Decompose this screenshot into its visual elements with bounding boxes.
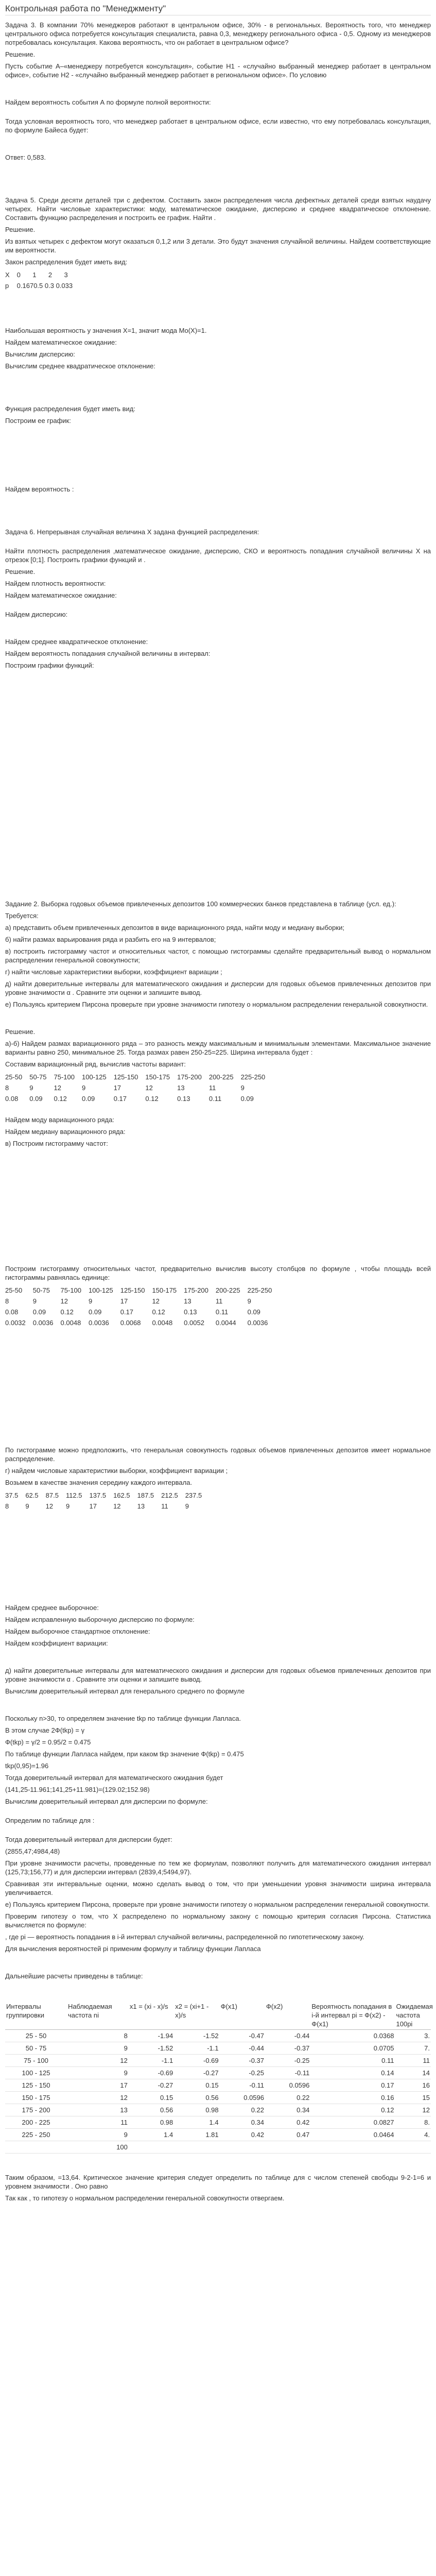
task6-density: Найдем плотность вероятности: (5, 580, 106, 587)
column-header: x1 = (xi - x)/s (129, 2001, 174, 2030)
table-cell: 9 (185, 1502, 189, 1510)
table-cell: 0.0705 (310, 2042, 395, 2055)
table-cell: 0.0596 (220, 2092, 265, 2104)
task2-item: г) найти числовые характеристики выборки, коэффициент вариации ; (5, 968, 222, 976)
table-cell: 0.12 (310, 2104, 395, 2116)
table-cell: 25-50 (5, 1286, 23, 1294)
table-cell: 12 (67, 2055, 129, 2067)
table-cell: -0.27 (129, 2079, 174, 2092)
table-cell: 17 (67, 2079, 129, 2092)
table-cell: 0.42 (220, 2129, 265, 2141)
task2-item: б) найти размах варьирования ряда и разбить его на 9 интервалов; (5, 936, 216, 943)
task2-d4: В этом случае 2Ф(tkp) = γ (5, 1726, 85, 1734)
table-cell: 150-175 (152, 1286, 177, 1294)
table-cell (265, 2141, 310, 2154)
task2-item: е) Пользуясь критерием Пирсона проверьте при уровне значимости гипотезу о нормальном распределении генеральной совокупности. (5, 1001, 428, 1008)
table-cell: 150-175 (145, 1073, 170, 1081)
task2-d15: Сравнивая эти интервальные оценки, можно сделать вывод о том, что при уменьшении уровня значимости ширина интервала увеличивается. (5, 1880, 431, 1896)
task6-mean: Найдем математическое ожидание: (5, 591, 117, 599)
table-cell: 0.16 (310, 2092, 395, 2104)
task2-median: Найдем медиану вариационного ряда: (5, 1128, 126, 1136)
table-row (5, 2092, 431, 2104)
table-cell: 12 (152, 1297, 160, 1305)
table-cell: 50 - 75 (5, 2042, 67, 2055)
table-cell: 0.56 (174, 2092, 219, 2104)
table-cell: 13 (137, 1502, 145, 1510)
table-cell: 0.0068 (120, 1319, 141, 1327)
table-row (5, 1490, 209, 1501)
table-cell: -1.94 (129, 2030, 174, 2042)
table-cell: 9 (32, 1297, 37, 1305)
table-cell: 150 - 175 (5, 2092, 67, 2104)
task5-text: Задача 5. Среди десяти деталей три с дефектом. Составить закон распределения числа дефектных деталей среди взятых наудачу четырех. Найти числовые характеристики: моду, математическое ожидание, дисперсию и среднее квадратическое отклонение. Составить функцию распределения и построить ее график. Найти . (5, 196, 431, 222)
table-cell: 9 (247, 1297, 251, 1305)
task6-line1: Найти плотность распределения ,математическое ожидание, дисперсию, СКО и вероятность попадания случайной величины X на отрезок [0;1]. Построить графики функций и . (5, 547, 431, 564)
table-row (5, 1093, 272, 1104)
table-cell: 0.14 (310, 2067, 395, 2079)
table-cell (5, 2141, 67, 2154)
task2-g-midpoints: Возьмем в качестве значения середину каждого интервала. (5, 1479, 193, 1486)
task5-line2: Закон распределения будет иметь вид: (5, 258, 128, 266)
dist-x-cell: 3 (64, 271, 68, 279)
task2-item: в) построить гистограмму частот и относительных частот, с помощью гистограммы сделайте предварительный вывод о нормальном распределении генеральной совокупности; (5, 947, 431, 964)
task6-variance: Найдем дисперсию: (5, 611, 68, 618)
table-cell: 9 (89, 1297, 93, 1305)
task2-e3: , где pi — вероятность попадания в i-й интервал случайной величины, распределенной по гипотетическому закону. (5, 1933, 364, 1941)
table-cell: 0.09 (29, 1095, 43, 1103)
table-cell: 0.0596 (265, 2079, 310, 2092)
table-row (5, 1317, 279, 1328)
task-3 (5, 21, 431, 162)
table-cell: 14 (395, 2067, 431, 2079)
table-row (5, 1501, 209, 1512)
table-cell: 200-225 (215, 1286, 240, 1294)
task2-e2: Проверим гипотезу о том, что X распределено по нормальному закону с помощью критерия согласия Пирсона. Статистика вычисляется по формуле: (5, 1912, 431, 1929)
task5-probability: Найдем вероятность : (5, 485, 74, 493)
table-cell: 7. (395, 2042, 431, 2055)
task2-frequency-table (5, 1072, 272, 1104)
table-cell: 162.5 (113, 1492, 130, 1499)
task2-d3: Поскольку n>30, то определяем значение tkp по таблице функции Лапласа. (5, 1715, 241, 1722)
table-cell: -0.44 (265, 2030, 310, 2042)
table-cell: 11 (395, 2055, 431, 2067)
table-cell: 8 (5, 1297, 9, 1305)
table-cell: 0.0048 (60, 1319, 81, 1327)
task2-d9: (141,25-11.961;141,25+11.981)=(129.02;152.98) (5, 1786, 150, 1793)
task2-item: д) найти доверительные интервалы для математического ожидания и дисперсии для годовых объемов привлеченных депозитов при уровне значимости α . Сравните эти оценки и запишите вывод. (5, 980, 431, 996)
table-cell: 0.12 (152, 1308, 165, 1316)
table-cell: 9 (65, 1502, 70, 1510)
column-header: x2 = (xi+1 - x)/s (174, 2001, 219, 2030)
table-cell: 12 (67, 2092, 129, 2104)
table-cell (129, 2141, 174, 2154)
task2-range: а)-б) Найдем размах вариационного ряда – это разность между максимальным и минимальным элементами. Максимальное значение варианты равно 250, минимальное 25. Тогда размах равен 250-25=225. Ширина интервала будет : (5, 1040, 431, 1056)
table-cell: 100 (67, 2141, 129, 2154)
table-cell: 125-150 (120, 1286, 145, 1294)
table-row (5, 2067, 431, 2079)
table-cell: 0.15 (174, 2079, 219, 2092)
task-6 (5, 528, 431, 670)
table-cell: 0.47 (265, 2129, 310, 2141)
table-cell: 0.12 (60, 1308, 74, 1316)
table-cell: -0.47 (220, 2030, 265, 2042)
table-cell: 0.08 (5, 1095, 19, 1103)
table-cell: 11 (161, 1502, 168, 1510)
dist-x-cell: 2 (48, 271, 53, 279)
task6-solution-label: Решение. (5, 568, 36, 575)
task3-full-probability: Найдем вероятность события А по формуле полной вероятности: (5, 98, 211, 106)
table-row (5, 2141, 431, 2154)
page-title: Контрольная работа по "Менеджменту" (5, 4, 431, 15)
task2-d2: Вычислим доверительный интервал для генерального среднего по формуле (5, 1687, 245, 1695)
table-row (5, 2030, 431, 2042)
table-cell: 0.22 (220, 2104, 265, 2116)
table-cell: 200-225 (208, 1073, 234, 1081)
task2-d13: (2855,47;4984,48) (5, 1848, 60, 1855)
task5-distribution-table (5, 269, 80, 291)
table-cell: -1.52 (129, 2042, 174, 2055)
table-header-row (5, 2001, 431, 2030)
table-cell: 9 (25, 1502, 29, 1510)
column-header: Интервалы группировки (5, 2001, 67, 2030)
table-cell: -0.69 (129, 2067, 174, 2079)
table-cell: 12 (54, 1084, 61, 1092)
table-cell: -1.1 (174, 2042, 219, 2055)
table-cell: -0.37 (265, 2042, 310, 2055)
table-cell: 8 (5, 1084, 9, 1092)
table-cell: 0.12 (145, 1095, 159, 1103)
task2-e5: Дальнейшие расчеты приведены в таблице: (5, 1972, 143, 1980)
table-cell: 9 (67, 2129, 129, 2141)
task2-d1: д) найти доверительные интервалы для математического ожидания и дисперсии для годовых объемов привлеченных депозитов при уровне значимости α . Сравните эти оценки и запишите вывод. (5, 1667, 431, 1683)
table-cell: 0.56 (129, 2104, 174, 2116)
task3-solution-label: Решение. (5, 50, 36, 58)
table-cell: 17 (113, 1084, 121, 1092)
task2-d8: Тогда доверительный интервал для математического ожидания будет (5, 1774, 223, 1782)
table-row (5, 1082, 272, 1093)
table-cell: 4. (395, 2129, 431, 2141)
table-cell: 11 (215, 1297, 223, 1305)
task5-mean: Найдем математическое ожидание: (5, 338, 117, 346)
table-cell: 100-125 (89, 1286, 113, 1294)
table-cell: 0.42 (265, 2116, 310, 2129)
table-cell: 8. (395, 2116, 431, 2129)
table-cell (310, 2141, 395, 2154)
table-cell: 0.09 (89, 1308, 102, 1316)
table-cell: 8 (5, 1502, 9, 1510)
task2-f1: Таким образом, =13,64. Критическое значение критерия следует определить по таблице для с числом степеней свободы 9-2-1=6 и уровнем значимости . Оно равно (5, 2174, 431, 2190)
table-cell: 125-150 (113, 1073, 138, 1081)
table-cell: -1.1 (129, 2055, 174, 2067)
table-cell: 175 - 200 (5, 2104, 67, 2116)
table-cell: 12 (395, 2104, 431, 2116)
table-cell: 0.0048 (152, 1319, 173, 1327)
table-cell: 0.11 (310, 2055, 395, 2067)
column-header: Ожидаемая частота 100pi (395, 2001, 431, 2030)
table-cell: -1.52 (174, 2030, 219, 2042)
column-header: Вероятность попадания в i-й интервал pi = Ф(x2) - Ф(x1) (310, 2001, 395, 2030)
table-cell: -0.11 (265, 2067, 310, 2079)
task2-histogram: в) Построим гистограмму частот: (5, 1140, 108, 1147)
task2-e4: Для вычисления вероятностей pi применим формулу и таблицу функции Лапласа (5, 1945, 261, 1953)
table-cell: 3. (395, 2030, 431, 2042)
dist-p-cell: 0.1670.5 0.3 0.033 (16, 282, 73, 290)
table-cell: 17 (120, 1297, 128, 1305)
task5-line1: Из взятых четырех с дефектом могут оказаться 0,1,2 или 3 детали. Это будут значения случайной величины. Найдем соответствующие им вероятности. (5, 238, 431, 254)
table-cell: 16 (395, 2079, 431, 2092)
table-cell: 225 - 250 (5, 2129, 67, 2141)
table-cell: 9 (67, 2042, 129, 2055)
task6-sd: Найдем среднее квадратическое отклонение: (5, 638, 148, 646)
task2-d5: Ф(tkp) = γ/2 = 0.95/2 = 0.475 (5, 1738, 91, 1746)
column-header: Наблюдаемая частота ni (67, 2001, 129, 2030)
task2-required: Требуется: (5, 912, 39, 920)
table-cell: 0.17 (113, 1095, 127, 1103)
task2-d14: При уровне значимости расчеты, проведенные по тем же формулам, позволяют получить для математического ожидания интервал (125,73;156,77) и для дисперсии интервал (2839,4;5494,97). (5, 1859, 431, 1876)
task2-density-histogram: Построим гистограмму относительных частот, предварительно вычислив высоту столбцов по формуле , чтобы площадь всей гистограммы равнялась единице: (5, 1265, 431, 1281)
table-cell: -0.25 (265, 2055, 310, 2067)
table-cell: -0.44 (220, 2042, 265, 2055)
table-cell: 0.15 (129, 2092, 174, 2104)
task2-d11: Определим по таблице для : (5, 1817, 95, 1824)
table-cell: 12 (60, 1297, 68, 1305)
table-cell: 13 (177, 1084, 185, 1092)
task2-f2: Так как , то гипотезу о нормальном распределении генеральной совокупности отвергаем. (5, 2194, 285, 2202)
table-cell: 0.0368 (310, 2030, 395, 2042)
table-cell: 11 (208, 1084, 216, 1092)
task2-density-table (5, 1285, 279, 1328)
table-cell: 0.0036 (89, 1319, 109, 1327)
table-cell: 11 (67, 2116, 129, 2129)
table-row (5, 2079, 431, 2092)
task5-solution-label: Решение. (5, 226, 36, 233)
table-cell: 212.5 (161, 1492, 178, 1499)
table-cell: 0.0052 (184, 1319, 204, 1327)
task2-conclusion: По гистограмме можно предположить, что генеральная совокупность годовых объемов привлеченных депозитов имеет нормальное распределение. (5, 1446, 431, 1463)
table-cell: 75-100 (60, 1286, 82, 1294)
table-cell: 0.0464 (310, 2129, 395, 2141)
table-cell: 0.98 (174, 2104, 219, 2116)
task-2 (5, 900, 431, 2202)
table-cell: -0.25 (220, 2067, 265, 2079)
table-cell: 0.11 (208, 1095, 222, 1103)
table-cell: -0.37 (220, 2055, 265, 2067)
table-cell: 0.13 (177, 1095, 190, 1103)
table-cell: 125 - 150 (5, 2079, 67, 2092)
dist-x-cell: 1 (32, 271, 37, 279)
table-cell: 8 (67, 2030, 129, 2042)
task2-variance: Найдем исправленную выборочную дисперсию по формуле: (5, 1616, 195, 1623)
table-cell (174, 2141, 219, 2154)
table-cell: 0.34 (265, 2104, 310, 2116)
table-cell: 0.22 (265, 2092, 310, 2104)
task2-sd: Найдем выборочное стандартное отклонение: (5, 1628, 150, 1635)
table-cell: 0.08 (5, 1308, 19, 1316)
table-cell: 175-200 (177, 1073, 202, 1081)
task6-graphs: Построим графики функций: (5, 662, 94, 669)
table-cell: 12 (113, 1502, 121, 1510)
table-cell: 12 (145, 1084, 153, 1092)
column-header: Ф(x2) (265, 2001, 310, 2030)
task6-text: Задача 6. Непрерывная случайная величина X задана функцией распределения: (5, 528, 259, 536)
task2-d7: tkp(0,95)=1.96 (5, 1762, 49, 1770)
table-cell: 0.13 (184, 1308, 197, 1316)
table-cell: 12 (45, 1502, 54, 1510)
table-row (5, 1296, 279, 1307)
table-cell: 0.11 (215, 1308, 229, 1316)
table-cell: 25 - 50 (5, 2030, 67, 2042)
table-cell: 0.0036 (247, 1319, 268, 1327)
table-cell: 13 (67, 2104, 129, 2116)
column-header: Ф(x1) (220, 2001, 265, 2030)
task2-mean: Найдем среднее выборочное: (5, 1604, 99, 1612)
table-cell: 137.5 (89, 1492, 107, 1499)
table-cell: 9 (81, 1084, 86, 1092)
table-cell: 9 (67, 2067, 129, 2079)
table-cell: 17 (89, 1502, 97, 1510)
table-cell: 0.0032 (5, 1319, 26, 1327)
task-5 (5, 196, 431, 494)
task3-hypotheses: Пусть событие А–«менеджеру потребуется консультация», событие H1 - «случайно выбранный менеджер работает в центральном офисе», событие H2 - «случайно выбранный менеджер работает в региональном офисе». По условию (5, 62, 431, 79)
task2-solution-label: Решение. (5, 1028, 36, 1036)
table-cell: 0.17 (120, 1308, 134, 1316)
table-row (5, 2104, 431, 2116)
table-cell: -0.69 (174, 2055, 219, 2067)
task2-d12: Тогда доверительный интервал для дисперсии будет: (5, 1836, 172, 1843)
table-cell: 1.4 (129, 2129, 174, 2141)
table-cell: 100-125 (81, 1073, 107, 1081)
table-cell: 87.5 (45, 1492, 59, 1499)
table-cell: 13 (184, 1297, 191, 1305)
table-cell: 100 - 125 (5, 2067, 67, 2079)
table-cell: 75 - 100 (5, 2055, 67, 2067)
table-row (5, 2116, 431, 2129)
table-cell: 62.5 (25, 1492, 39, 1499)
table-cell: 9 (29, 1084, 33, 1092)
task3-answer: Ответ: 0,583. (5, 154, 46, 161)
task2-midpoints-table (5, 1490, 209, 1512)
task3-text: Задача 3. В компании 70% менеджеров работают в центральном офисе, 30% - в региональных. Вероятность того, что менеджер центрального офиса потребуется консультация специалиста, равна 0,3, менеджеру регионального офиса - 0,5. Одному из менеджеров потребовалась консультация. Какова вероятность, что он работает в центральном офисе? (5, 21, 431, 46)
table-cell: 0.09 (240, 1095, 254, 1103)
table-cell: 0.09 (81, 1095, 95, 1103)
task2-item: а) представить объем привлеченных депозитов в виде вариационного ряда, найти моду и медиану выборки; (5, 924, 344, 931)
table-cell: 0.0036 (32, 1319, 54, 1327)
table-cell: 200 - 225 (5, 2116, 67, 2129)
table-cell: 0.09 (247, 1308, 260, 1316)
task5-mode: Наибольшая вероятность у значения X=1, значит мода Mo(X)=1. (5, 327, 207, 334)
table-cell: 25-50 (5, 1073, 23, 1081)
table-cell: 0.0044 (215, 1319, 236, 1327)
table-cell: 0.09 (32, 1308, 46, 1316)
dist-x-label: X (5, 271, 10, 279)
table-cell: 225-250 (240, 1073, 266, 1081)
table-row (5, 1307, 279, 1317)
task2-e1: е) Пользуясь критерием Пирсона, проверьте при уровне значимости гипотезу о нормальном распределении генеральной совокупности. (5, 1901, 430, 1908)
table-row (5, 1072, 272, 1082)
table-cell: 112.5 (65, 1492, 82, 1499)
table-cell: 225-250 (247, 1286, 272, 1294)
task2-d10: Вычислим доверительный интервал для дисперсии по формуле: (5, 1798, 208, 1805)
table-row (5, 2055, 431, 2067)
pearson-table (5, 2001, 431, 2154)
task2-d6: По таблице функции Лапласа найдем, при каком tkp значение Ф(tkp) = 0.475 (5, 1750, 244, 1758)
table-cell: 9 (240, 1084, 245, 1092)
table-cell: 75-100 (54, 1073, 75, 1081)
task2-cv: Найдем коэффициент вариации: (5, 1639, 108, 1647)
table-cell: 37.5 (5, 1492, 19, 1499)
table-cell: 15 (395, 2092, 431, 2104)
table-cell (220, 2141, 265, 2154)
task6-probability: Найдем вероятность попадания случайной величины в интервал: (5, 650, 211, 657)
task5-cdf: Функция распределения будет иметь вид: (5, 405, 135, 413)
table-cell: 0.12 (54, 1095, 67, 1103)
table-cell: 1.81 (174, 2129, 219, 2141)
task5-variance: Вычислим дисперсию: (5, 350, 75, 358)
task2-variation-series: Составим вариационный ряд, вычислив частоты вариант: (5, 1060, 186, 1068)
dist-p-label: p (5, 282, 9, 290)
table-cell: 187.5 (137, 1492, 154, 1499)
table-cell: 237.5 (185, 1492, 202, 1499)
table-cell: -0.27 (174, 2067, 219, 2079)
table-cell: 175-200 (184, 1286, 208, 1294)
table-cell: 50-75 (32, 1286, 50, 1294)
task3-bayes: Тогда условная вероятность того, что менеджер работает в центральном офисе, если известно, что ему потребовалась консультация, по формуле Байеса будет: (5, 117, 431, 134)
dist-x-cell: 0 (16, 271, 21, 279)
table-row (5, 2042, 431, 2055)
table-cell: 0.34 (220, 2116, 265, 2129)
task2-g-heading: г) найдем числовые характеристики выборки, коэффициент вариации ; (5, 1467, 228, 1475)
table-row (5, 2129, 431, 2141)
table-cell: 50-75 (29, 1073, 47, 1081)
table-cell: -0.11 (220, 2079, 265, 2092)
table-cell: 1.4 (174, 2116, 219, 2129)
table-cell: 0.17 (310, 2079, 395, 2092)
task2-text: Задание 2. Выборка годовых объемов привлеченных депозитов 100 коммерческих банков представлена в таблице (усл. ед.): (5, 900, 396, 908)
task2-mode: Найдем моду вариационного ряда: (5, 1116, 114, 1124)
table-cell: 0.0827 (310, 2116, 395, 2129)
table-row (5, 1285, 279, 1296)
table-cell (395, 2141, 431, 2154)
task5-graph: Построим ее график: (5, 417, 71, 425)
task5-sd: Вычислим среднее квадратическое отклонение: (5, 362, 155, 370)
table-cell: 0.98 (129, 2116, 174, 2129)
